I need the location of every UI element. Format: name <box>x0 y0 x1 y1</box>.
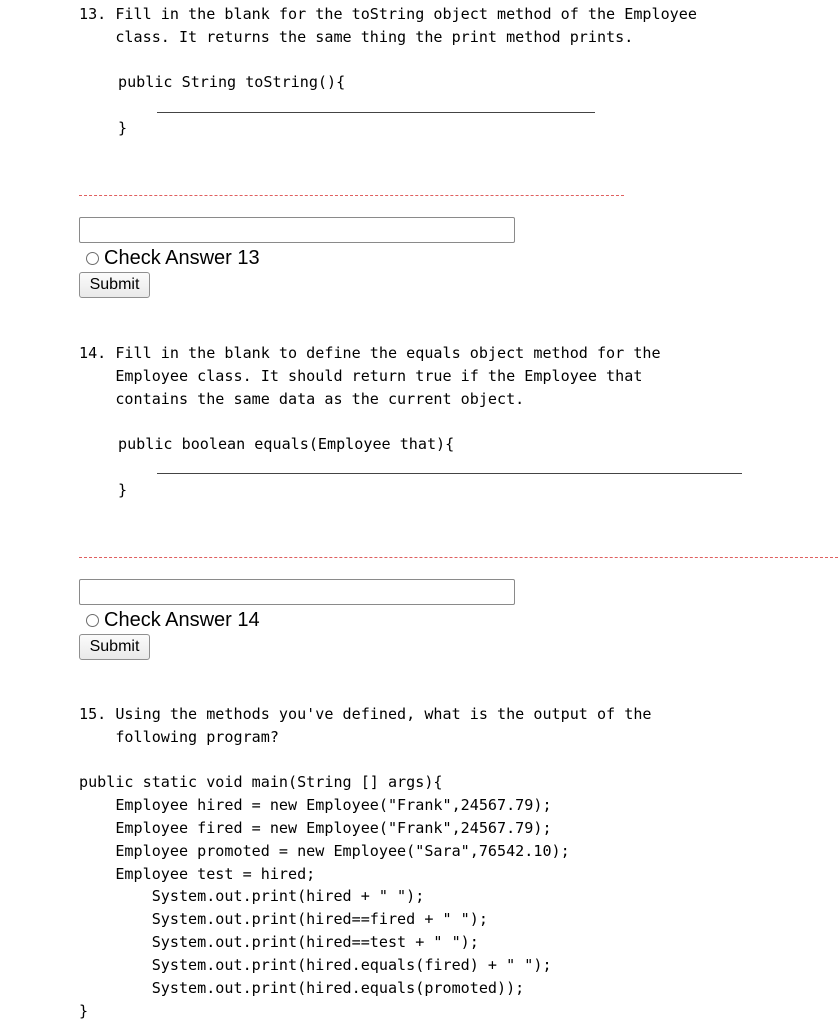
q14-check-answer-label: Check Answer 14 <box>104 608 260 631</box>
q13-separator <box>79 195 624 196</box>
q15-code-line: } <box>79 1002 89 1020</box>
q15-code-line: Employee fired = new Employee("Frank",24567.79); <box>79 819 552 837</box>
q14-prompt-line-3: contains the same data as the current object. <box>79 390 525 408</box>
q15-prompt-line-1: 15. Using the methods you've defined, what is the output of the <box>79 705 652 723</box>
q13-fill-blank-line <box>157 112 595 113</box>
q14-check-answer-radio[interactable] <box>86 614 99 627</box>
q14-fill-blank-line <box>157 473 742 474</box>
q15-prompt-line-2: following program? <box>79 728 279 746</box>
q14-code-open: public boolean equals(Employee that){ <box>118 435 455 453</box>
q15-code-line: System.out.print(hired.equals(fired) + " "); <box>79 956 552 974</box>
q15-code-line: Employee test = hired; <box>79 865 316 883</box>
q13-prompt-line-2: class. It returns the same thing the print method prints. <box>79 28 634 46</box>
q13-code-close: } <box>118 119 128 137</box>
q13-answer-input[interactable] <box>79 217 515 243</box>
q14-code-close: } <box>118 481 128 499</box>
q13-check-answer-radio[interactable] <box>86 252 99 265</box>
q13-submit-button[interactable]: Submit <box>79 272 150 298</box>
q13-code-open: public String toString(){ <box>118 73 346 91</box>
q15-code-line: System.out.print(hired.equals(promoted)); <box>79 979 525 997</box>
q15-code-line: Employee promoted = new Employee("Sara",76542.10); <box>79 842 570 860</box>
q14-submit-button[interactable]: Submit <box>79 634 150 660</box>
q15-code-line: public static void main(String [] args){ <box>79 773 443 791</box>
q15-code-line: System.out.print(hired==fired + " "); <box>79 910 488 928</box>
q13-prompt-line-1: 13. Fill in the blank for the toString object method of the Employee <box>79 5 697 23</box>
q14-check-answer-option[interactable] <box>86 607 260 633</box>
q15-code-line: System.out.print(hired==test + " "); <box>79 933 479 951</box>
q14-prompt-line-2: Employee class. It should return true if the Employee that <box>79 367 643 385</box>
q13-check-answer-label: Check Answer 13 <box>104 246 260 269</box>
q14-prompt-line-1: 14. Fill in the blank to define the equals object method for the <box>79 344 661 362</box>
q15-code-line: Employee hired = new Employee("Frank",24567.79); <box>79 796 552 814</box>
q14-separator <box>79 557 838 558</box>
q13-check-answer-option[interactable] <box>86 245 260 271</box>
q14-answer-input[interactable] <box>79 579 515 605</box>
q15-code-line: System.out.print(hired + " "); <box>79 887 425 905</box>
